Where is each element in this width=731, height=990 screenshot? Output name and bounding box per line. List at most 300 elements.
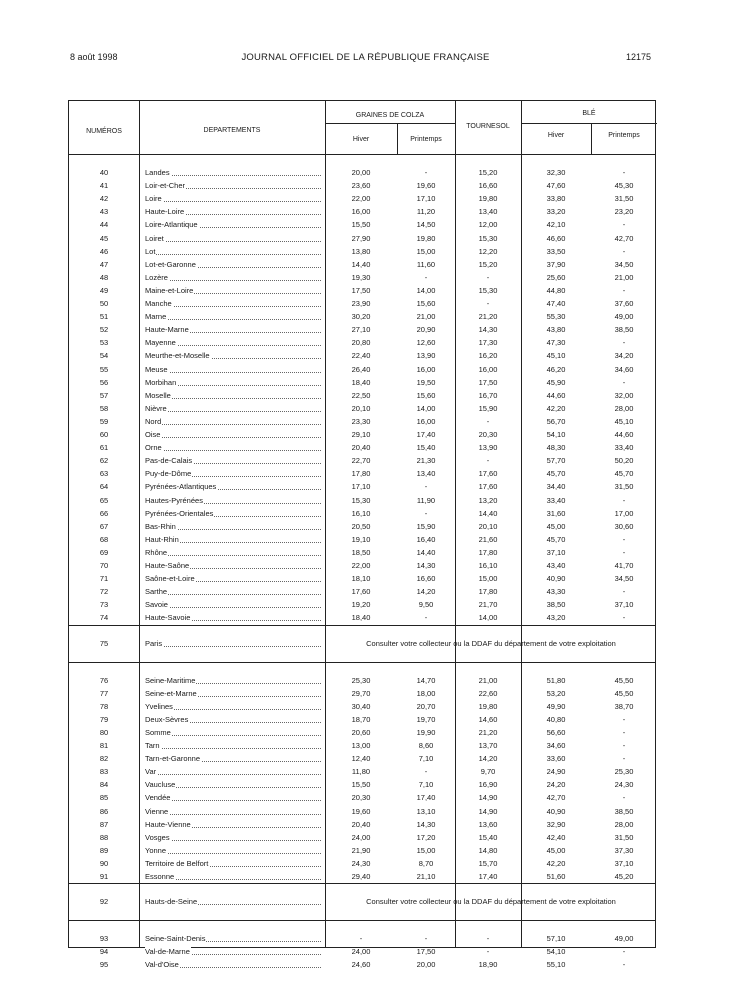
departement-cell [145,179,321,192]
departement-cell [145,687,321,700]
colza-hiver-value: 18,10 [351,574,371,584]
ble-printemps-value: - [622,613,626,623]
ble-printemps-value: 23,20 [614,207,634,217]
ble-hiver-value: 38,50 [546,600,566,610]
rule-note-bottom [69,920,655,921]
tournesol-value: 17,80 [478,547,498,557]
departement-cell [145,494,321,507]
leader-dots [145,853,321,854]
departement-name: Saône-et-Loire [145,574,195,584]
departement-cell [145,297,321,310]
colza-printemps-value: 20,70 [416,701,436,711]
row-number: 94 [99,947,109,957]
header-ble: BLÉ [582,110,596,117]
row-number: 59 [99,416,109,426]
departement-cell [145,389,321,402]
row-number: 54 [99,351,109,361]
tournesol-value: 16,60 [478,181,498,191]
tournesol-value: 15,20 [478,168,498,177]
row-number: 88 [99,832,109,842]
row-number: 51 [99,312,109,322]
leader-dots [145,748,321,749]
colza-hiver-value: 15,30 [351,495,371,505]
row-number: 45 [99,233,109,243]
tournesol-value: 15,30 [478,285,498,295]
departement-name: Var [145,767,157,777]
row-number: 58 [99,403,109,413]
colza-hiver-value: 20,60 [351,727,371,737]
leader-dots [145,175,321,176]
ble-hiver-value: 55,30 [546,312,566,322]
colza-printemps-value: 15,90 [416,521,436,531]
colza-hiver-value: 19,20 [351,600,371,610]
departement-cell [145,232,321,245]
colza-printemps-value: 16,00 [416,416,436,426]
tournesol-value: 13,40 [478,207,498,217]
departement-cell [145,585,321,598]
table-row [69,958,657,971]
departement-name: Lozère [145,272,168,282]
table-row [69,507,657,520]
table-row [69,713,657,726]
departement-cell [145,271,321,284]
row-number: 61 [99,443,109,453]
departement-cell [145,166,321,179]
colza-printemps-value: 8,60 [418,741,434,750]
colza-hiver-value: 26,40 [351,364,371,374]
row-number: 67 [99,521,109,531]
row-number: 41 [99,181,109,191]
colza-hiver-value: 25,30 [351,675,371,685]
departement-name: Puy-de-Dôme [145,469,192,479]
table-row [69,572,657,585]
table-row [69,765,657,778]
ble-printemps-value: 45,20 [614,872,634,881]
departement-cell [145,323,321,336]
ble-hiver-value: 56,60 [546,727,566,737]
departement-cell [145,415,321,428]
colza-printemps-value: 19,60 [416,181,436,191]
ble-printemps-value: - [622,793,626,803]
colza-printemps-value: 14,00 [416,403,436,413]
colza-hiver-value: 19,30 [351,272,371,282]
departement-name: Loir-et-Cher [145,181,186,191]
departement-name: Hauts-de-Seine [145,897,198,907]
tournesol-value: 21,20 [478,727,498,737]
ble-hiver-value: 32,90 [546,819,566,829]
ble-hiver-value: 40,90 [546,806,566,816]
departement-cell [145,218,321,231]
departement-name: Nord [145,416,162,426]
table-row [69,467,657,480]
header-page-number: 12175 [626,52,652,62]
row-number: 64 [99,482,109,492]
leader-dots [145,201,321,202]
departement-name: Essonne [145,872,175,881]
table-row [69,611,657,624]
colza-hiver-value: 22,00 [351,561,371,570]
ble-hiver-value: 46,20 [546,364,566,374]
departement-name: Seine-Saint-Denis [145,934,206,944]
table-row [69,454,657,467]
table-row [69,336,657,349]
ble-printemps-value: 28,00 [614,403,634,413]
ble-hiver-value: 31,60 [546,508,566,518]
leader-dots [145,607,321,608]
tournesol-value: 14,90 [478,806,498,816]
departement-name: Hautes-Pyrénées [145,495,203,505]
ble-printemps-value: 28,00 [614,819,634,829]
ble-printemps-value: - [622,338,626,348]
leader-dots [145,774,321,775]
colza-hiver-value: 12,40 [351,754,371,764]
departement-name: Nièvre [145,403,167,413]
table-row [69,480,657,493]
row-number: 57 [99,390,109,400]
tournesol-value: 9,70 [480,767,496,777]
departement-name: Loire-Atlantique [145,220,198,230]
ble-hiver-value: 33,60 [546,754,566,764]
row-number: 66 [99,508,109,518]
departement-name: Tarn [145,741,160,750]
colza-printemps-value: 14,40 [416,547,436,557]
ble-hiver-value: 47,30 [546,338,566,348]
departement-cell [145,831,321,844]
leader-dots [145,424,321,425]
rule-ble-group [521,123,657,124]
leader-dots [145,319,321,320]
table-row [69,205,657,218]
table-row [69,271,657,284]
departement-cell [145,611,321,624]
colza-hiver-value: 27,90 [351,233,371,243]
colza-printemps-value: 17,40 [416,793,436,803]
departement-cell [145,284,321,297]
tournesol-value: - [486,299,490,308]
row-number: 40 [99,168,109,177]
colza-printemps-value: 11,20 [416,207,436,217]
colza-printemps-value: 20,90 [416,325,436,335]
departement-name: Vosges [145,832,170,842]
row-number: 60 [99,430,109,439]
departement-cell [145,336,321,349]
colza-hiver-value: 18,50 [351,547,371,557]
departement-cell [145,258,321,271]
leader-dots [145,800,321,801]
colza-hiver-value: 30,40 [351,701,371,711]
table-row [69,428,657,441]
colza-printemps-value: 19,90 [416,727,436,737]
row-number: 82 [99,754,109,764]
colza-printemps-value: 16,00 [416,364,436,374]
tournesol-value: 17,60 [478,482,498,492]
row-number: 47 [99,259,109,269]
row-number: 90 [99,858,109,868]
table-row [69,598,657,611]
ble-hiver-value: 45,70 [546,534,566,544]
ble-hiver-value: 56,70 [546,416,566,426]
colza-hiver-value: 20,50 [351,521,371,531]
ble-printemps-value: 21,00 [614,272,634,282]
departement-cell [145,376,321,389]
ble-hiver-value: 45,70 [546,469,566,479]
row-number: 91 [99,872,109,881]
departement-cell [145,546,321,559]
departement-name: Seine-et-Marne [145,688,197,698]
header-numeros: NUMÉROS [86,128,122,135]
tournesol-value: 16,90 [478,780,498,790]
departement-name: Deux-Sèvres [145,714,189,724]
table-row [69,415,657,428]
ble-printemps-value: - [622,534,626,544]
table-row [69,349,657,362]
tournesol-value: - [486,416,490,426]
row-number: 63 [99,469,109,479]
colza-hiver-value: 22,00 [351,194,371,204]
header-ble-hiver: Hiver [547,132,565,139]
row-number: 44 [99,220,109,230]
ble-printemps-value: 37,60 [614,299,634,308]
colza-printemps-value: 7,10 [418,754,434,764]
tournesol-value: 21,70 [478,600,498,610]
table-row [69,559,657,572]
departement-name: Marne [145,312,167,322]
row-number: 79 [99,714,109,724]
departement-cell [145,726,321,739]
colza-hiver-value: 18,40 [351,377,371,387]
tournesol-value: 17,30 [478,338,498,348]
table-row [69,232,657,245]
colza-hiver-value: 23,30 [351,416,371,426]
ble-hiver-value: 44,80 [546,285,566,295]
colza-printemps-value: 9,50 [418,600,434,610]
departement-name: Orne [145,443,162,453]
ble-printemps-value: 50,20 [614,456,634,466]
row-number: 85 [99,793,109,803]
departement-cell [145,467,321,480]
ble-hiver-value: 51,60 [546,872,566,881]
table-row [69,674,657,687]
ble-hiver-value: 55,10 [546,960,566,970]
ble-hiver-value: 33,20 [546,207,566,217]
row-number: 76 [99,675,109,685]
row-number: 95 [99,960,109,970]
tournesol-value: 14,40 [478,508,498,518]
ble-hiver-value: 33,50 [546,246,566,256]
colza-printemps-value: - [424,613,428,623]
ble-printemps-value: - [622,741,626,750]
ble-printemps-value: - [622,220,626,230]
colza-printemps-value: 15,60 [416,390,436,400]
ble-printemps-value: - [622,168,626,177]
colza-printemps-value: 17,40 [416,430,436,439]
table-row [69,376,657,389]
ble-hiver-value: 33,80 [546,194,566,204]
colza-printemps-value: - [424,272,428,282]
colza-printemps-value: 18,00 [416,688,436,698]
departement-cell [145,559,321,572]
ble-printemps-value: 49,00 [614,312,634,322]
colza-hiver-value: 20,40 [351,819,371,829]
departement-name: Moselle [145,390,171,400]
ble-printemps-value: 45,50 [614,688,634,698]
departement-name: Pas-de-Calais [145,456,193,466]
ble-hiver-value: 49,90 [546,701,566,711]
colza-hiver-value: 19,10 [351,534,371,544]
colza-printemps-value: 7,10 [418,780,434,790]
ble-printemps-value: 45,10 [614,416,634,426]
departement-name: Paris [145,638,163,648]
table-row [69,323,657,336]
ble-printemps-value: 37,10 [614,858,634,868]
table-row [69,895,657,908]
consult-note: Consulter votre collecteur ou la DDAF du département de votre exploitation [366,638,616,648]
ble-printemps-value: 38,70 [614,701,634,711]
table-row [69,778,657,791]
colza-printemps-value: 14,20 [416,587,436,597]
tournesol-value: 14,30 [478,325,498,335]
tournesol-value: 21,60 [478,534,498,544]
ble-hiver-value: 51,80 [546,675,566,685]
table-row [69,726,657,739]
ble-hiver-value: 40,80 [546,714,566,724]
colza-hiver-value: 22,70 [351,456,371,466]
table-row [69,218,657,231]
ble-hiver-value: 34,60 [546,741,566,750]
ble-printemps-value: - [622,246,626,256]
table-row [69,245,657,258]
colza-printemps-value: 13,10 [416,806,436,816]
ble-hiver-value: 54,10 [546,947,566,957]
departement-cell [145,713,321,726]
colza-printemps-value: 19,50 [416,377,436,387]
row-number: 68 [99,534,109,544]
colza-hiver-value: 30,20 [351,312,371,322]
table-row [69,857,657,870]
departement-cell [145,598,321,611]
tournesol-value: 15,70 [478,858,498,868]
colza-hiver-value: 24,00 [351,832,371,842]
colza-printemps-value: 15,00 [416,246,436,256]
departement-cell [145,739,321,752]
tournesol-value: 16,00 [478,364,498,374]
departement-cell [145,958,321,971]
row-number: 84 [99,780,109,790]
colza-hiver-value: 20,40 [351,443,371,453]
colza-printemps-value: 13,90 [416,351,436,361]
departement-cell [145,870,321,883]
ble-hiver-value: 42,70 [546,793,566,803]
table-row [69,870,657,883]
ble-hiver-value: 37,10 [546,547,566,557]
ble-hiver-value: 43,20 [546,613,566,623]
colza-hiver-value: 27,10 [351,325,371,335]
ble-hiver-value: 42,20 [546,858,566,868]
colza-printemps-value: 8,70 [418,858,434,868]
ble-printemps-value: - [622,587,626,597]
row-number: 81 [99,741,109,750]
row-number: 70 [99,561,109,570]
tournesol-value: 17,60 [478,469,498,479]
departement-name: Sarthe [145,587,168,597]
departement-cell [145,778,321,791]
row-number: 74 [99,613,109,623]
table-row [69,258,657,271]
ble-hiver-value: 48,30 [546,443,566,453]
ble-printemps-value: 45,50 [614,675,634,685]
departement-name: Oise [145,430,161,439]
ble-printemps-value: 33,40 [614,443,634,453]
ble-hiver-value: 57,10 [546,934,566,944]
colza-printemps-value: - [424,767,428,777]
ble-printemps-value: 31,50 [614,832,634,842]
tournesol-value: - [486,934,490,944]
tournesol-value: 17,40 [478,872,498,881]
ble-printemps-value: 41,70 [614,561,634,570]
tournesol-value: 14,90 [478,793,498,803]
header-colza-printemps: Printemps [410,136,442,143]
departement-cell [145,428,321,441]
departement-cell [145,844,321,857]
colza-hiver-value: 23,60 [351,181,371,191]
colza-hiver-value: 13,80 [351,246,371,256]
departement-name: Yvelines [145,701,173,711]
table-row [69,818,657,831]
ble-printemps-value: - [622,495,626,505]
ble-hiver-value: 47,60 [546,181,566,191]
colza-printemps-value: - [424,934,428,944]
colza-hiver-value: 16,00 [351,207,371,217]
ble-printemps-value: - [622,947,626,957]
departement-cell [145,520,321,533]
departement-cell [145,637,321,650]
departement-name: Vaucluse [145,780,176,790]
departement-cell [145,791,321,804]
row-number: 49 [99,285,109,295]
ble-hiver-value: 47,40 [546,299,566,308]
colza-printemps-value: 13,40 [416,469,436,479]
ble-printemps-value: 38,50 [614,325,634,335]
departement-cell [145,818,321,831]
tournesol-value: 14,80 [478,845,498,855]
ble-printemps-value: 31,50 [614,482,634,492]
table-row [69,585,657,598]
ble-printemps-value: 34,20 [614,351,634,361]
colza-printemps-value: - [424,508,428,518]
departement-cell [145,441,321,454]
ble-printemps-value: - [622,714,626,724]
ble-hiver-value: 45,00 [546,845,566,855]
colza-printemps-value: 14,00 [416,285,436,295]
colza-printemps-value: 15,00 [416,845,436,855]
departement-name: Pyrénées-Atlantiques [145,482,217,492]
colza-printemps-value: 11,60 [416,259,436,269]
colza-hiver-value: 15,50 [351,220,371,230]
tournesol-value: 15,20 [478,259,498,269]
departement-name: Savoie [145,600,168,610]
departement-cell [145,480,321,493]
colza-hiver-value: 18,40 [351,613,371,623]
ble-printemps-value: 31,50 [614,194,634,204]
ble-printemps-value: 42,70 [614,233,634,243]
colza-hiver-value: 19,60 [351,806,371,816]
departement-name: Rhône [145,547,168,557]
table-row [69,179,657,192]
tournesol-value: 17,80 [478,587,498,597]
row-number: 78 [99,701,109,711]
colza-hiver-value: 23,90 [351,299,371,308]
table-row [69,831,657,844]
